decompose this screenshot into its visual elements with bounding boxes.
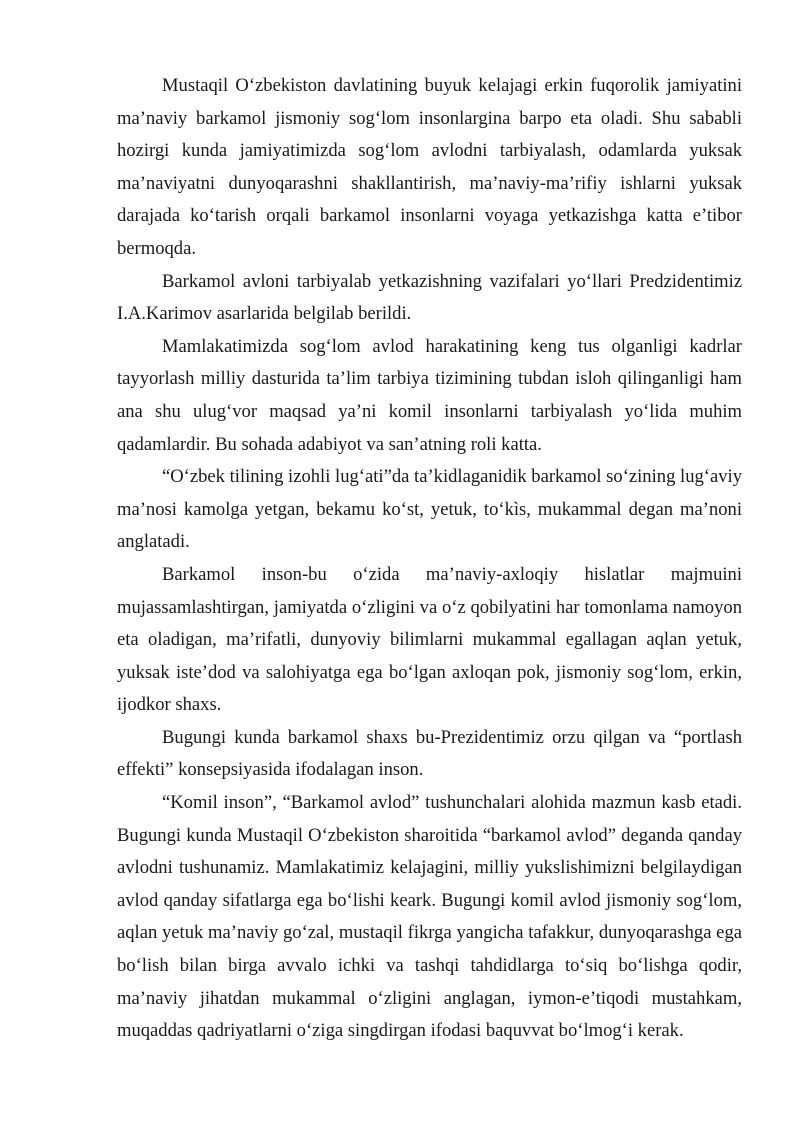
paragraph-6: Bugungi kunda barkamol shaxs bu-Prezidentimiz orzu qilgan va “portlash effekti” konsepsiyasida ifodalagan inson. bbox=[117, 726, 742, 781]
paragraph-7: “Komil inson”, “Barkamol avlod” tushunchalari alohida mazmun kasb etadi. Bugungi kunda Mustaqil O‘zbekiston sharoitida “barkamol avlod” deganda qanday avlodni tushunamiz. Mamlakatimiz kelajagini, milliy yukslishimizni belgilaydigan avlod qanday sifatlarga ega bo‘lishi keark. Bugungi komil avlod jismoniy sog‘lom, aqlan yetuk ma’naviy go‘zal, mustaqil fikrga yangicha tafakkur, dunyoqarashga ega bo‘lish bilan birga avvalo ichki va tashqi tahdidlarga to‘siq bo‘lishga qodir, ma’naviy jihatdan mukammal o‘zligini anglagan, iymon-e’tiqodi mustahkam, muqaddas qadriyatlarni o‘ziga singdirgan ifodasi baquvvat bo‘lmog‘i kerak. bbox=[117, 792, 742, 1042]
paragraph-4: “O‘zbek tilining izohli lug‘ati”da ta’kidlaganidik barkamol so‘zining lug‘aviy ma’nosi kamolga yetgan, bekamu ko‘st, yetuk, to‘kìs, mukammal degan ma’noni anglatadi. bbox=[117, 466, 742, 553]
paragraph-2: Barkamol avloni tarbiyalab yetkazishning vazifalari yo‘llari Predzidentimiz I.A.Karimov asarlarida belgilab berildi. bbox=[117, 270, 742, 325]
paragraph-3: Mamlakatimizda sog‘lom avlod harakatining keng tus olganligi kadrlar tayyorlash milliy dasturida ta’lim tarbiya tizimining tubdan isloh qilinganligi ham ana shu ulug‘vor maqsad ya’ni komil insonlarni tarbiyalash yo‘lida muhim qadamlardir. Bu sohada adabiyot va san’atning roli katta. bbox=[117, 335, 742, 455]
paragraph-5: Barkamol inson-bu o‘zida ma’naviy-axloqiy hislatlar majmuini mujassamlashtirgan, jamiyatda o‘zligini va o‘z qobilyatini har tomonlama namoyon eta oladigan, ma’rifatli, dunyoviy bilimlarni mukammal egallagan aqlan yetuk, yuksak iste’dod va salohiyatga ega bo‘lgan axloqan pok, jismoniy sog‘lom, erkin, ijodkor shaxs. bbox=[117, 563, 742, 716]
paragraph-1: Mustaqil O‘zbekiston davlatining buyuk kelajagi erkin fuqorolik jamiyatini ma’naviy barkamol jismoniy sog‘lom insonlargina barpo eta oladi. Shu sababli hozirgi kunda jamiyatimizda sog‘lom avlodni tarbiyalash, odamlarda yuksak ma’naviyatni dunyoqarashni shakllantirish, ma’naviy-ma’rifiy ishlarni yuksak darajada ko‘tarish orqali barkamol insonlarni voyaga yetkazishga katta e’tibor bermoqda. bbox=[117, 75, 742, 259]
document-page bbox=[117, 70, 742, 1048]
